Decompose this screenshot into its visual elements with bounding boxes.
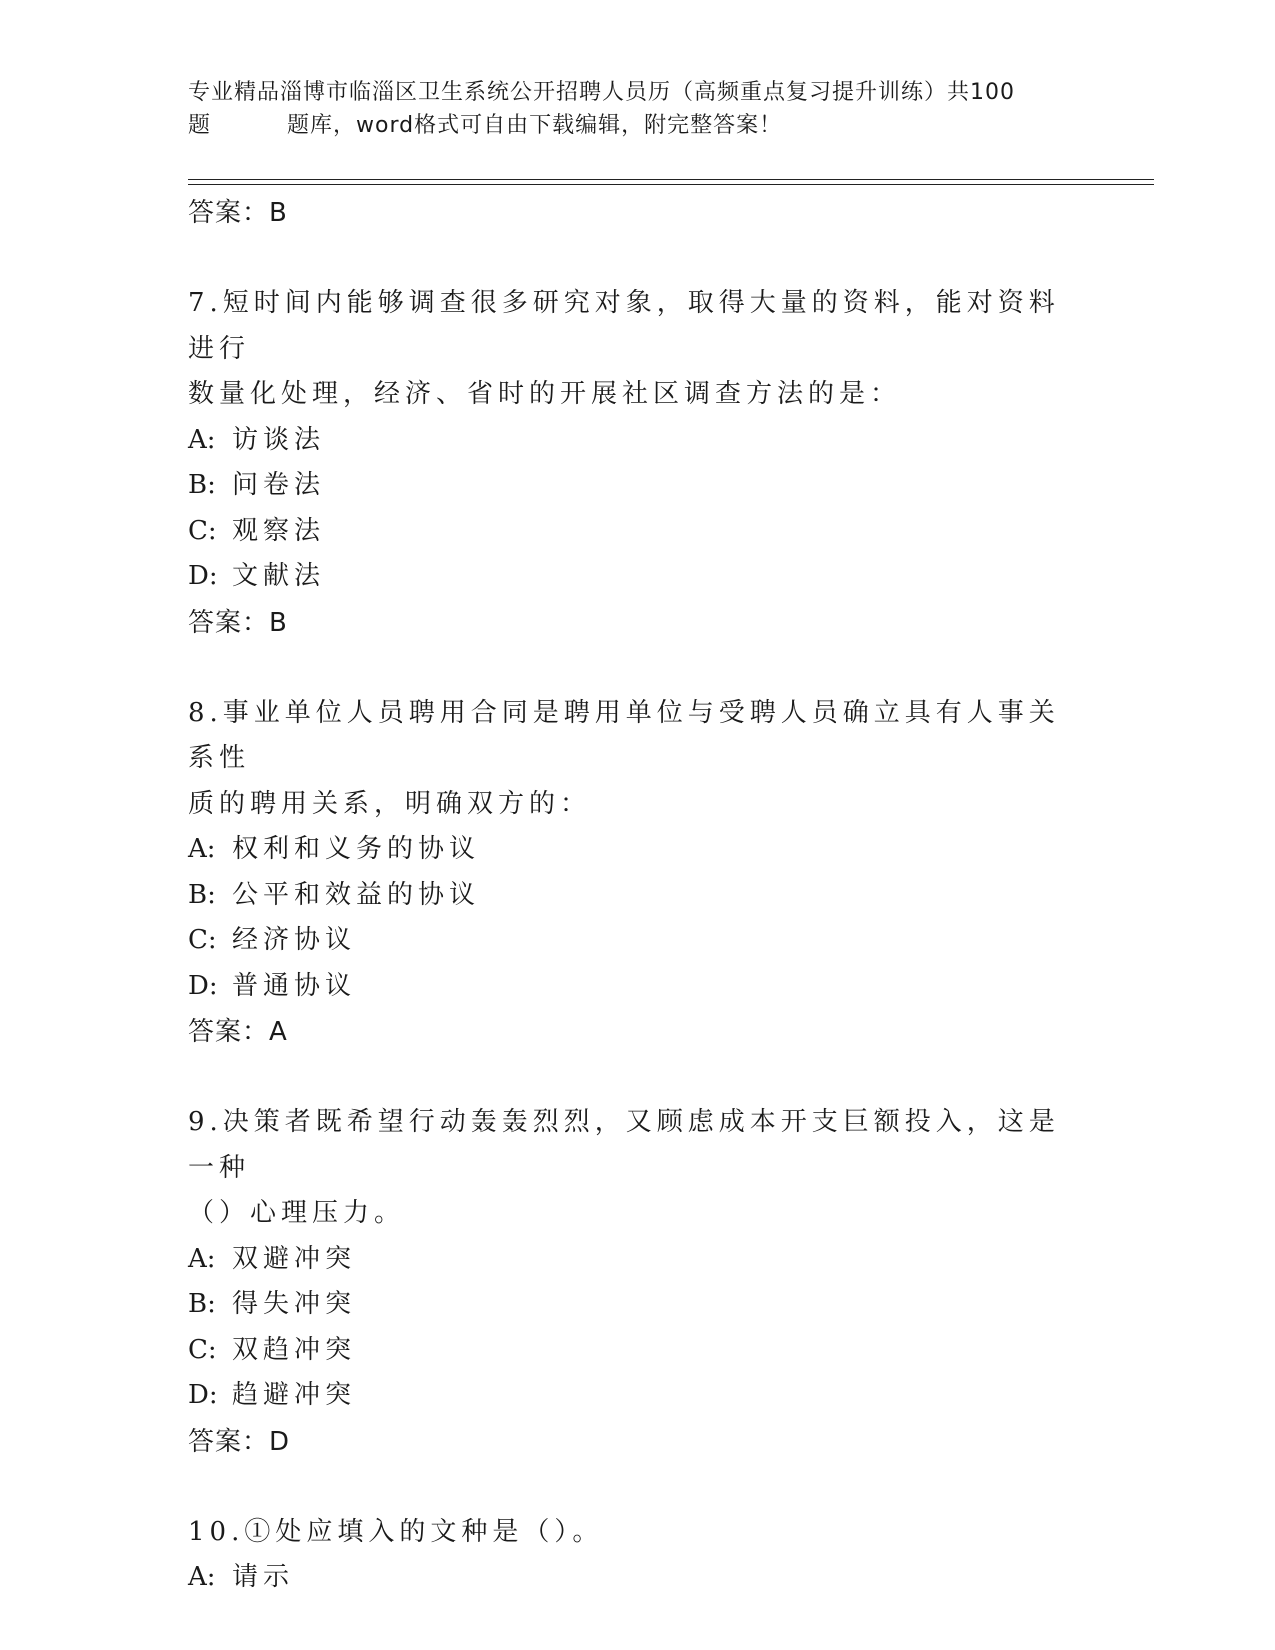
option-text: 问卷法 <box>232 470 326 500</box>
question-9-option-b <box>188 1282 1088 1328</box>
question-8 <box>188 691 1088 1056</box>
question-9 <box>188 1100 1088 1465</box>
question-10 <box>188 1510 1088 1601</box>
option-text: 经济协议 <box>232 925 357 955</box>
question-8-option-b <box>188 873 1088 919</box>
option-letter: B: <box>188 470 216 500</box>
question-7-answer: 答案：B <box>188 607 288 638</box>
header-line-2-prefix: 题 <box>188 113 212 138</box>
question-7-option-b <box>188 463 1088 509</box>
question-9-answer: 答案：D <box>188 1426 291 1457</box>
question-9-line-1: 9.决策者既希望行动轰轰烈烈，又顾虑成本开支巨额投入，这是一种 <box>188 1107 1060 1183</box>
header-rule-top <box>188 179 1154 180</box>
option-letter: C: <box>188 515 217 546</box>
header-line-2-text: 题库，word格式可自由下载编辑，附完整答案！ <box>287 113 783 138</box>
option-text: 趋避冲突 <box>232 1380 357 1410</box>
question-7-line-1: 7.短时间内能够调查很多研究对象，取得大量的资料，能对资料进行 <box>188 288 1060 364</box>
header-line-1: 专业精品淄博市临淄区卫生系统公开招聘人员历（高频重点复习提升训练）共100 <box>188 80 1015 105</box>
option-letter: D: <box>188 561 218 591</box>
option-letter: B: <box>188 1289 216 1319</box>
document-body <box>188 190 1088 1601</box>
question-9-line-2: （）心理压力。 <box>188 1198 406 1228</box>
option-letter: A: <box>188 834 216 864</box>
option-letter: D: <box>188 970 218 1001</box>
option-text: 文献法 <box>232 561 326 591</box>
question-8-answer: 答案：A <box>188 1017 288 1047</box>
option-text: 观察法 <box>232 515 326 546</box>
question-9-option-d <box>188 1373 1088 1419</box>
answer-previous: 答案：B <box>188 198 288 228</box>
question-8-line-2: 质的聘用关系，明确双方的： <box>188 788 592 819</box>
option-letter: B: <box>188 879 216 910</box>
question-7-option-a <box>188 418 1088 464</box>
question-9-option-a <box>188 1237 1088 1283</box>
header-rule-bottom <box>188 184 1154 185</box>
question-7-option-c <box>188 509 1088 555</box>
question-10-line-1: 10.①处应填入的文种是（）。 <box>188 1516 604 1547</box>
document-header <box>188 76 1088 142</box>
option-text: 访谈法 <box>232 424 326 455</box>
option-letter: A: <box>188 1243 216 1274</box>
option-text: 双避冲突 <box>232 1243 357 1274</box>
option-text: 得失冲突 <box>232 1289 357 1319</box>
header-line-2 <box>188 109 1088 142</box>
question-10-option-a <box>188 1555 1088 1601</box>
question-8-option-d <box>188 964 1088 1010</box>
question-9-option-c <box>188 1328 1088 1374</box>
option-letter: D: <box>188 1380 218 1410</box>
question-7-option-d <box>188 554 1088 600</box>
option-letter: A: <box>188 1562 216 1592</box>
question-7 <box>188 281 1088 646</box>
question-8-option-a <box>188 827 1088 873</box>
question-7-line-2: 数量化处理，经济、省时的开展社区调查方法的是： <box>188 379 902 409</box>
option-letter: C: <box>188 925 217 955</box>
option-text: 双趋冲突 <box>232 1334 357 1365</box>
option-letter: C: <box>188 1334 217 1365</box>
option-letter: A: <box>188 424 216 455</box>
option-text: 权利和义务的协议 <box>232 834 481 864</box>
option-text: 公平和效益的协议 <box>232 879 481 910</box>
option-text: 请示 <box>232 1562 295 1592</box>
question-8-line-1: 8.事业单位人员聘用合同是聘用单位与受聘人员确立具有人事关系性 <box>188 697 1060 773</box>
option-text: 普通协议 <box>232 970 357 1001</box>
question-8-option-c <box>188 918 1088 964</box>
